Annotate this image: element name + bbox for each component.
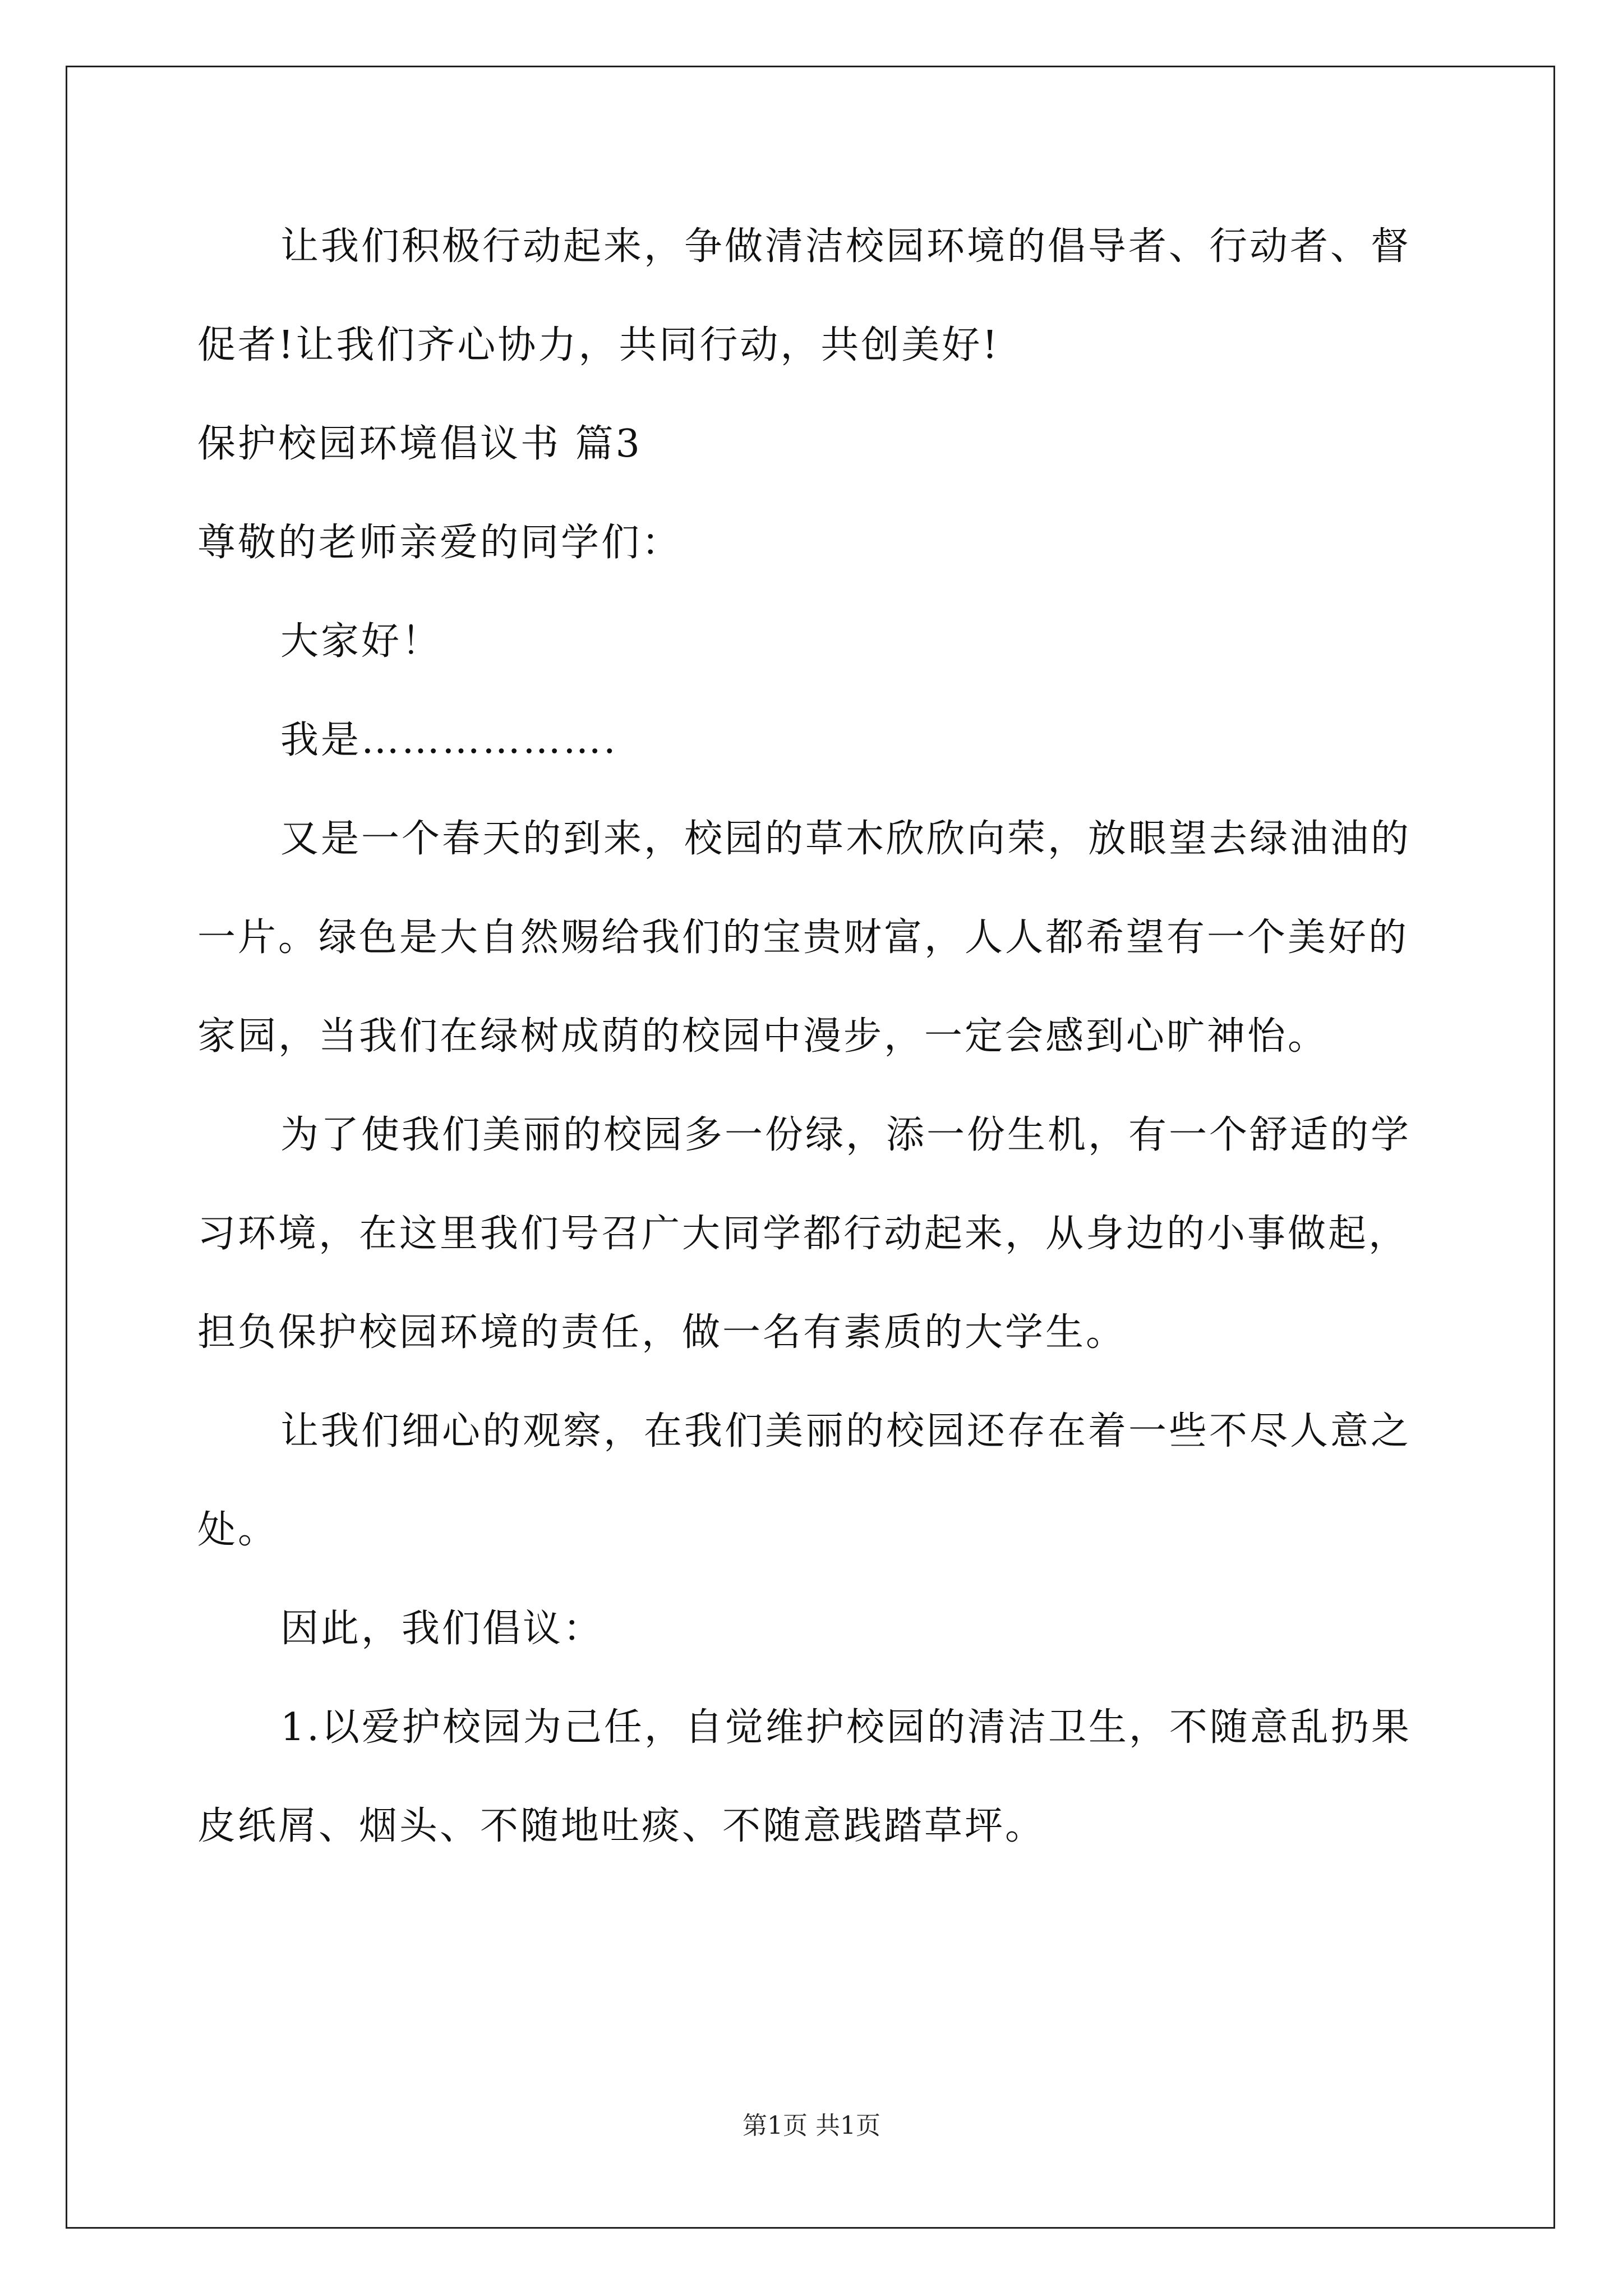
paragraph-line: 习环境，在这里我们号召广大同学都行动起来，从身边的小事做起， xyxy=(197,1212,1409,1256)
paragraph-line: 一片。绿色是大自然赐给我们的宝贵财富，人人都希望有一个美好的 xyxy=(197,915,1409,960)
speaker-intro: 我是………………. xyxy=(280,718,618,762)
paragraph-line: 处。 xyxy=(197,1508,279,1552)
paragraph-line: 让我们细心的观察，在我们美丽的校园还存在着一些不尽人意之 xyxy=(280,1409,1412,1453)
paragraph-line: 为了使我们美丽的校园多一份绿，添一份生机，有一个舒适的学 xyxy=(280,1113,1412,1157)
paragraph-line: 又是一个春天的到来，校园的草木欣欣向荣，放眼望去绿油油的 xyxy=(280,817,1412,861)
page-footer: 第1页 共1页 xyxy=(743,2111,880,2140)
proposal-item: 1.以爱护校园为己任，自觉维护校园的清洁卫生，不随意乱扔果 xyxy=(280,1705,1412,1750)
paragraph-line: 家园，当我们在绿树成荫的校园中漫步，一定会感到心旷神怡。 xyxy=(197,1014,1329,1059)
greeting: 大家好！ xyxy=(280,619,442,664)
proposal-intro: 因此，我们倡议： xyxy=(280,1607,604,1651)
section-heading: 保护校园环境倡议书 篇3 xyxy=(197,422,642,466)
salutation: 尊敬的老师亲爱的同学们： xyxy=(197,521,683,565)
paragraph-line: 让我们积极行动起来，争做清洁校园环境的倡导者、行动者、督 xyxy=(280,224,1412,269)
paragraph-line: 担负保护校园环境的责任，做一名有素质的大学生。 xyxy=(197,1310,1127,1355)
paragraph-line: 促者!让我们齐心协力，共同行动，共创美好! xyxy=(197,323,1000,367)
proposal-item: 皮纸屑、烟头、不随地吐痰、不随意践踏草坪。 xyxy=(197,1804,1046,1848)
